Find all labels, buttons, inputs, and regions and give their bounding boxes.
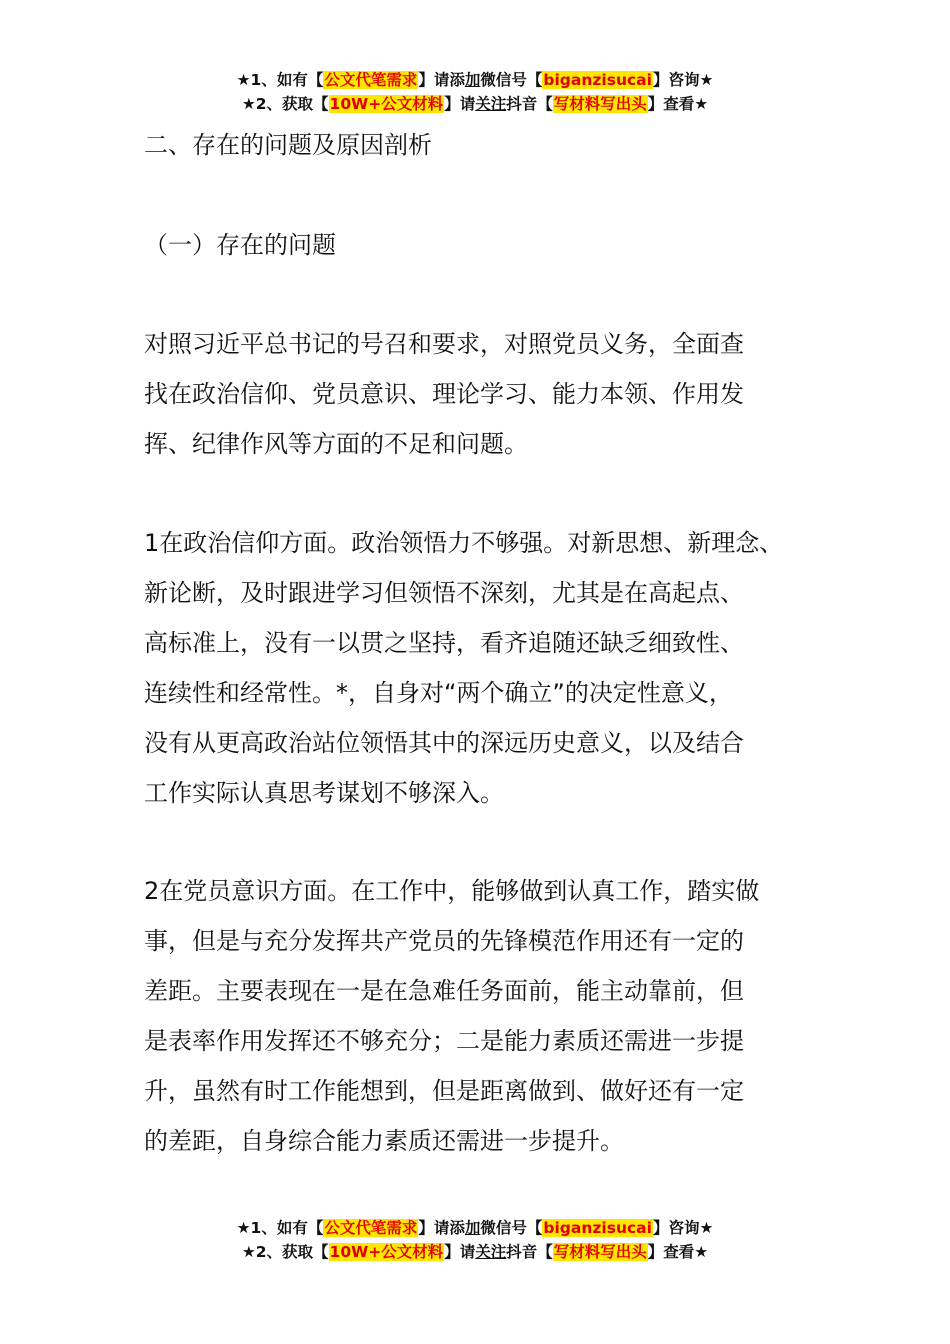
promo-banner-top [0, 68, 950, 116]
promo-text: 抖音【 [506, 1243, 553, 1261]
paragraph-line: 1在政治信仰方面。政治领悟力不够强。对新思想、新理念、 [144, 529, 784, 557]
paragraph-line: 升，虽然有时工作能想到，但是距离做到、做好还有一定 [144, 1077, 744, 1105]
promo-text: 】请添 [418, 71, 465, 89]
promo-text: 】咨询★ [652, 1219, 714, 1237]
promo-line-1 [0, 1216, 950, 1240]
paragraph-line: 工作实际认真思考谋划不够深入。 [144, 779, 504, 807]
promo-line-1 [0, 68, 950, 92]
paragraph-line: 挥、纪律作风等方面的不足和问题。 [144, 430, 528, 458]
promo-text: 微信号【 [480, 71, 543, 89]
paragraph-line: 高标准上，没有一以贯之坚持，看齐追随还缺乏细致性、 [144, 629, 744, 657]
promo-text: 】查看★ [647, 1243, 709, 1261]
promo-text: 】咨询★ [652, 71, 714, 89]
section-title: 二、存在的问题及原因剖析 [144, 131, 432, 159]
promo-underline: 加 [464, 71, 481, 89]
promo-line-2 [0, 1240, 950, 1264]
promo-highlight: 10W+公文材料 [329, 95, 444, 113]
paragraph-line: 的差距，自身综合能力素质还需进一步提升。 [144, 1127, 624, 1155]
paragraph-intro [144, 319, 814, 469]
promo-text: 】查看★ [647, 95, 709, 113]
paragraph-line: 新论断，及时跟进学习但领悟不深刻，尤其是在高起点、 [144, 579, 744, 607]
promo-text: ★1、如有【 [236, 1219, 324, 1237]
promo-highlight: 写材料写出头 [553, 1243, 647, 1261]
promo-underline: 关注 [475, 95, 507, 113]
promo-text: 微信号【 [480, 1219, 543, 1237]
paragraph-line: 连续性和经常性。*，自身对“两个确立”的决定性意义， [144, 679, 733, 707]
promo-banner-bottom [0, 1216, 950, 1264]
paragraph-line: 没有从更高政治站位领悟其中的深远历史意义，以及结合 [144, 729, 744, 757]
promo-highlight: 10W+公文材料 [329, 1243, 444, 1261]
paragraph-line: 是表率作用发挥还不够充分；二是能力素质还需进一步提 [144, 1027, 744, 1055]
paragraph-political-belief [144, 518, 814, 818]
promo-text: 】请 [444, 1243, 476, 1261]
promo-highlight: 公文代笔需求 [324, 71, 418, 89]
promo-highlight: biganzisucai [543, 71, 652, 89]
promo-underline: 关注 [475, 1243, 507, 1261]
paragraph-party-awareness [144, 866, 814, 1166]
promo-text: ★2、获取【 [241, 95, 329, 113]
paragraph-line: 对照习近平总书记的号召和要求，对照党员义务，全面查 [144, 330, 744, 358]
promo-text: 】请 [444, 95, 476, 113]
promo-underline: 加 [464, 1219, 481, 1237]
paragraph-line: 事，但是与充分发挥共产党员的先锋模范作用还有一定的 [144, 927, 744, 955]
promo-text: 抖音【 [506, 95, 553, 113]
promo-line-2 [0, 92, 950, 116]
promo-text: 】请添 [418, 1219, 465, 1237]
promo-text: ★2、获取【 [241, 1243, 329, 1261]
paragraph-line: 找在政治信仰、党员意识、理论学习、能力本领、作用发 [144, 380, 744, 408]
promo-highlight: 公文代笔需求 [324, 1219, 418, 1237]
subsection-title: （一）存在的问题 [144, 231, 336, 259]
promo-highlight: biganzisucai [543, 1219, 652, 1237]
paragraph-line: 差距。主要表现在一是在急难任务面前，能主动靠前，但 [144, 977, 744, 1005]
paragraph-line: 2在党员意识方面。在工作中，能够做到认真工作，踏实做 [144, 877, 760, 905]
promo-text: ★1、如有【 [236, 71, 324, 89]
promo-highlight: 写材料写出头 [553, 95, 647, 113]
